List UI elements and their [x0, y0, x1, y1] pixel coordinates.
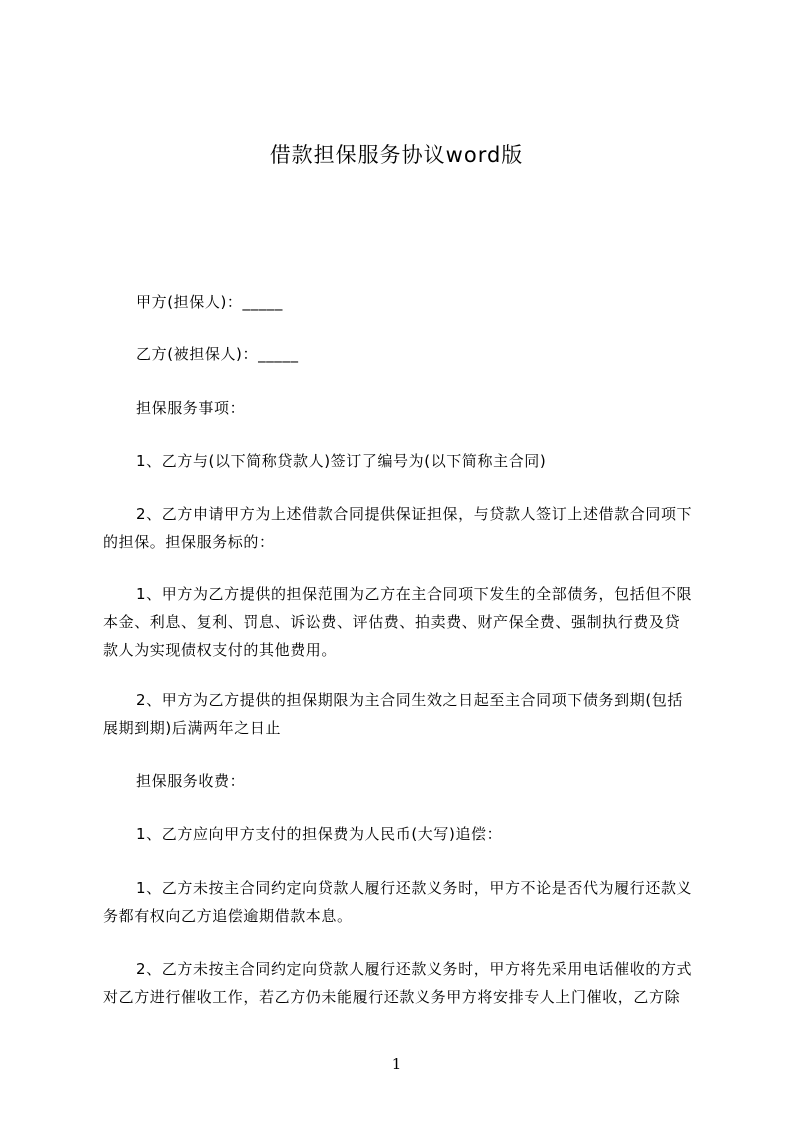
paragraph-line: 的担保。担保服务标的：	[103, 533, 275, 551]
paragraph-line: 2、乙方未按主合同约定向贷款人履行还款义务时，甲方将先采用电话催收的方式	[136, 960, 693, 978]
paragraph-line: 务都有权向乙方追偿逾期借款本息。	[103, 907, 353, 925]
section-heading-fee	[103, 767, 756, 795]
paragraph-matter-1-text: 1、乙方与(以下简称贷款人)签订了编号为(以下简称主合同)	[136, 452, 547, 470]
party-b-text: 乙方(被担保人)：_____	[136, 345, 299, 363]
section-heading-matters	[103, 394, 756, 422]
paragraph-scope-2	[103, 686, 723, 742]
paragraph-line: 本金、利息、复利、罚息、诉讼费、评估费、拍卖费、财产保全费、强制执行费及贷	[103, 613, 681, 631]
paragraph-line: 款人为实现债权支付的其他费用。	[103, 641, 338, 659]
paragraph-line: 2、乙方申请甲方为上述借款合同提供保证担保，与贷款人签订上述借款合同项下	[136, 505, 693, 523]
page-number: 1	[391, 1055, 402, 1073]
paragraph-line: 对乙方进行催收工作，若乙方仍未能履行还款义务甲方将安排专人上门催收，乙方除	[103, 988, 681, 1006]
paragraph-line: 展期到期)后满两年之日止	[103, 719, 282, 737]
paragraph-recourse-1	[103, 874, 723, 930]
paragraph-matter-2	[103, 500, 723, 556]
section-heading-matters-text: 担保服务事项：	[136, 399, 246, 417]
party-a-line	[103, 288, 756, 316]
document-title: 借款担保服务协议word版	[269, 143, 524, 167]
paragraph-matter-1	[103, 447, 756, 475]
paragraph-scope-1	[103, 580, 723, 664]
party-a-text: 甲方(担保人)：_____	[136, 293, 284, 311]
paragraph-recourse-2	[103, 955, 723, 1011]
section-heading-fee-text: 担保服务收费：	[136, 772, 246, 790]
paragraph-fee-1	[103, 820, 756, 848]
paragraph-line: 1、甲方为乙方提供的担保范围为乙方在主合同项下发生的全部债务，包括但不限	[136, 585, 693, 603]
party-b-line	[103, 340, 756, 368]
paragraph-line: 2、甲方为乙方提供的担保期限为主合同生效之日起至主合同项下债务到期(包括	[136, 691, 683, 709]
paragraph-fee-1-text: 1、乙方应向甲方支付的担保费为人民币(大写)追偿：	[136, 825, 503, 843]
paragraph-line: 1、乙方未按主合同约定向贷款人履行还款义务时，甲方不论是否代为履行还款义	[136, 879, 693, 897]
